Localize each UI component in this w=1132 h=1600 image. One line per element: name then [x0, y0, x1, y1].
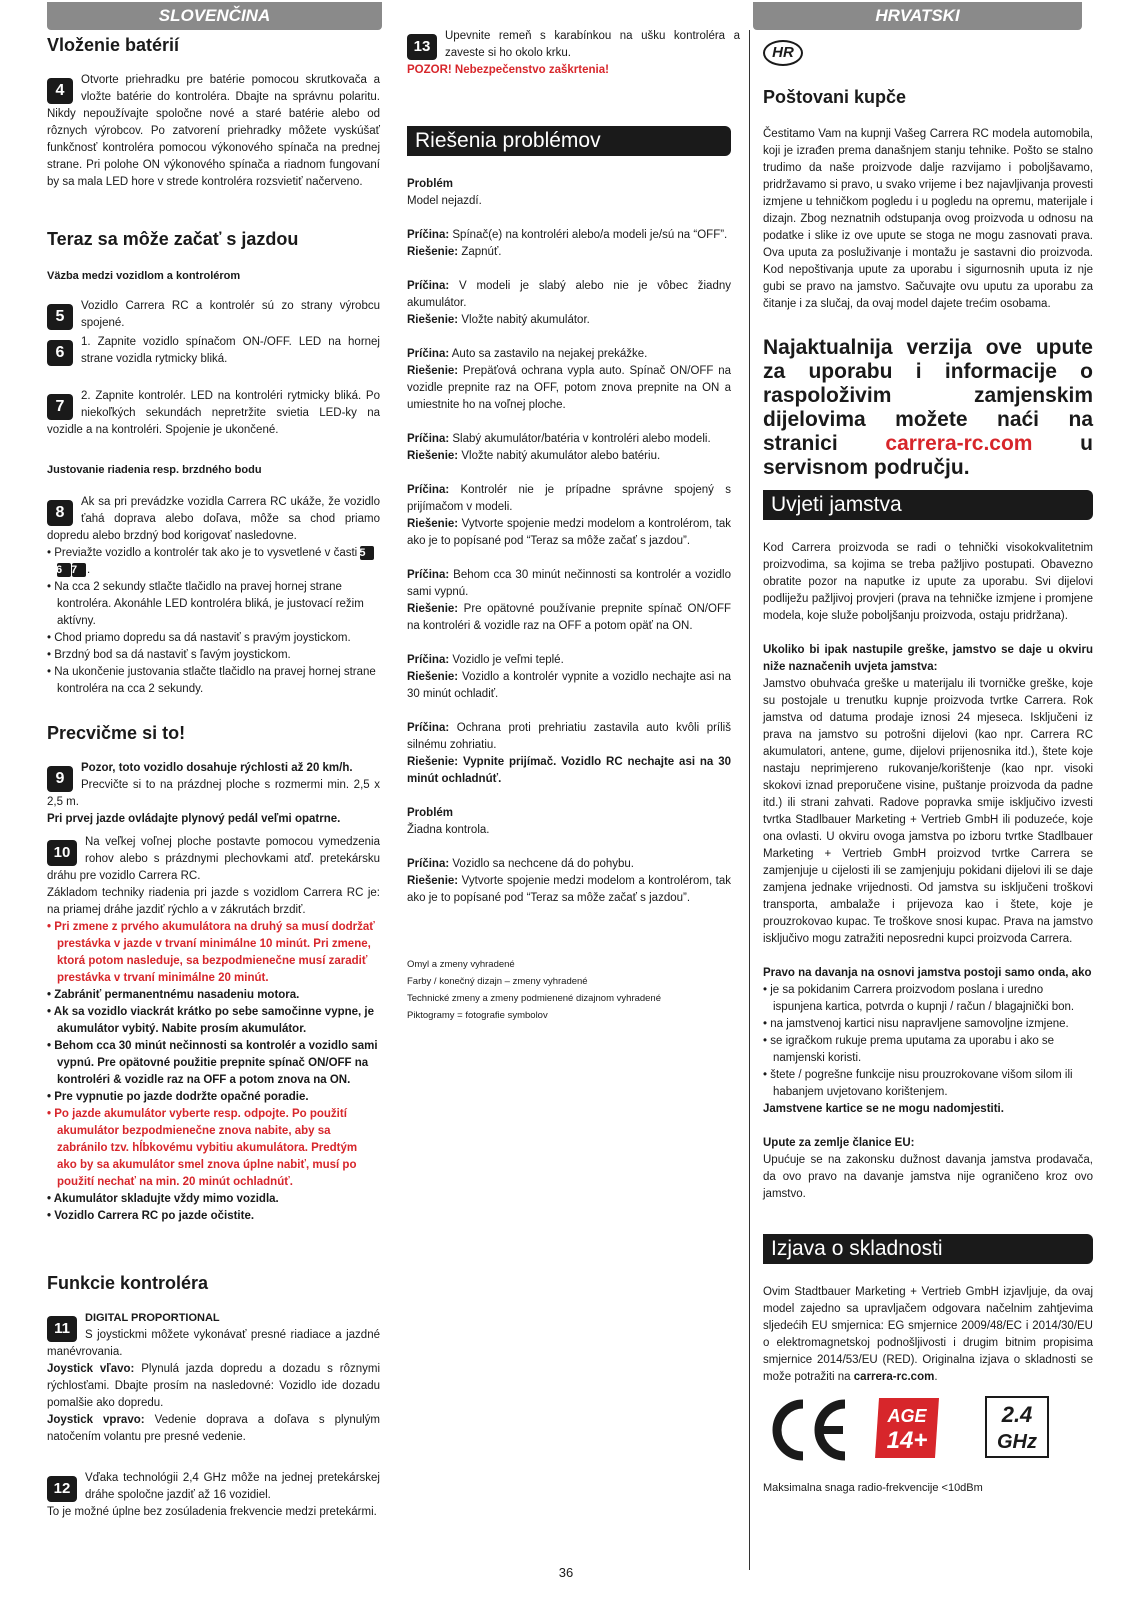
latest-version-text: Najaktualnija verzija ove upute za uporabu i informacije o raspoloživim zamjenskim dijelovima možete naći na stranici [763, 336, 1093, 455]
age-14-icon [875, 1398, 939, 1458]
latest-version-notice [763, 336, 1093, 480]
step-number-6: 6 [47, 340, 73, 366]
step-9 [47, 760, 380, 828]
joystick-left-label: Joystick vľavo: [47, 1363, 135, 1375]
problem-label: Problém [407, 178, 454, 190]
ghz-unit: GHz [997, 1431, 1037, 1453]
controller-functions-title: Funkcie kontroléra [47, 1273, 209, 1293]
list-item: • Ak sa vozidlo viackrát krátko po sebe samočinne vypne, je akumulátor vybitý. Nabite prosím akumulátor. [47, 1004, 380, 1038]
solution-label: Riešenie: [407, 450, 459, 462]
page-number: 36 [558, 1565, 574, 1580]
cause-row [407, 227, 731, 244]
footnote: Piktogramy = fotografie symbolov [407, 1010, 548, 1021]
cause-label: Príčina: [407, 722, 450, 734]
strangulation-warning: POZOR! Nebezpečenstvo zaškrtenia! [407, 64, 609, 76]
solution-text: Vytvorte spojenie medzi modelom a kontrolérom, tak ako je to popísané pod “Teraz sa môže začať s jazdou”. [407, 518, 732, 547]
cause-text: Spínač(e) na kontroléri alebo/a modeli je/sú na “OFF”. [452, 229, 728, 241]
step-7-text: 2. Zapnite kontrolér. LED na kontroléri rytmicky bliká. Po niekoľkých sekundách nepretržite svietia LED-ky na vozidle a na kontroléri. Spojenie je ukončené. [47, 390, 380, 436]
solution-row [407, 244, 731, 261]
solution-text: Pre opätovné používanie prepnite spínač ON/OFF na kontroléri & vozidle raz na OFF a potom opäť na ON. [407, 603, 731, 632]
solution-row [407, 669, 731, 703]
problem-label: Problém [407, 807, 454, 819]
solution-label: Riešenie: [407, 875, 459, 887]
dear-customer-title: Poštovani kupče [763, 87, 907, 107]
solution-row [407, 516, 731, 550]
cause-label: Príčina: [407, 280, 450, 292]
conformity-bar: Izjava o skladnosti [763, 1234, 1093, 1264]
warranty-conditions-text: Jamstvo obuhvaća greške u materijalu ili tvorničke greške, koje su postojale u trenutku kupnje proizvoda tvrtke Carrera. Rok jamstva od datuma prodaje iznosi 24 mjeseca. Isključeni iz prava na jamstvo su potrošni dijelovi (kao npr. Carrera RC akumulatori, antene, gume, dijelovi prijenosnika itd.), štete koje nastaju neprimjereno rukovanje/korištenje (kao npr. visoki skokovi iznad preporučene visine, puštanje proizvoda da padne itd.) ili strani zahvati. Radove popravka smije isključivo izvesti tvrtka Stadlbauer Marketing + Vertrieb GmbH ili poduzeće, koje ona ovlasti. U okviru ovoga jamstva po izboru tvrtke Stadlbauer Marketing + Vertrieb GmbH proizvod tvrtke Carrera se zamjenjuje u cijelosti ili se zamjenjuju pokidani dijelovi ili se daje zamjena jednake vrijednosti. Od jamstva su isključeni troškovi transporta, ambalaže i prijevoza kao i štete, koje je prouzrokovao kupac. Te troškove snosi kupac. Prava na jamstvo isključivo mogu zatražiti neposredni kupci proizvoda Carrera. [763, 678, 1093, 945]
cause-row [407, 720, 731, 754]
step-12-text: Vďaka technológii 2,4 GHz môže na jednej pretekárskej dráhe spoločne jazdiť až 16 vozidiel. [85, 1472, 380, 1501]
step-8-bullet-text: Previažte vozidlo a kontrolér tak ako je to vysvetlené v časti [54, 547, 358, 559]
digital-proportional-heading: DIGITAL PROPORTIONAL [85, 1312, 220, 1324]
solution-row [407, 873, 731, 907]
cause-row [407, 567, 731, 601]
solution-text: Vložte nabitý akumulátor. [461, 314, 590, 326]
solution-row [407, 601, 731, 635]
conformity-text-end: . [934, 1371, 938, 1383]
warranty-card-note: Jamstvene kartice se ne mogu nadomjestiti. [763, 1103, 1004, 1115]
list-item: • Po jazde akumulátor vyberte resp. odpojte. Po použití akumulátor bezpodmienečne znova nabite, aby sa zabránilo tzv. hĺbkovému vybitiu akumulátora. Predtým ako by sa akumulátor smel znova úplne nabiť, musí po použití nechať na min. 20 minút ochladnúť. [47, 1106, 380, 1191]
ce-mark-icon [763, 1394, 855, 1466]
warranty-intro: Kod Carrera proizvoda se radi o tehnički visokokvalitetnim proizvodima, sa kojima se treba pažljivo postupati. Obavezno obratite pozor na naputke iz upute za uporabu. Svi dijelovi podliježu pažljivoj provjeri (prava na tehničke izmjene i promjene modela, koje služe poboljšanju proizvoda, ostaju pridržana). [763, 542, 1093, 622]
footnote: Omyl a zmeny vyhradené [407, 959, 515, 970]
radio-power-note: Maksimalna snaga radio-frekvencije <10dBm [763, 1482, 983, 1494]
age-label: AGE [887, 1406, 927, 1426]
step-6-text: 1. Zapnite vozidlo spínačom ON-/OFF. LED na hornej strane vozidla rytmicky bliká. [81, 336, 380, 365]
cause-label: Príčina: [407, 484, 450, 496]
step-number-11: 11 [47, 1316, 77, 1342]
step-number-8: 8 [47, 500, 73, 526]
step-number-12: 12 [47, 1476, 77, 1502]
solution-text: Zapnúť. [461, 246, 502, 258]
solution-row [407, 312, 731, 329]
battery-step [47, 72, 380, 191]
cause-text: Behom cca 30 minút nečinnosti sa kontrolér a vozidlo sami vypnú. [407, 569, 731, 598]
step-12 [47, 1470, 380, 1521]
solution-text: Prepäťová ochrana vypla auto. Spínač ON/OFF na vozidle prepnite raz na OFF, potom znova prepnite na ON a umiestnite ho na voľnej ploche. [407, 365, 731, 411]
footnotes [407, 956, 731, 1024]
solution-row [407, 363, 731, 414]
cause-text: Kontrolér nie je prípadne správne spojený s prijímačom v modeli. [407, 484, 731, 513]
cause-label: Príčina: [407, 569, 450, 581]
start-driving-title: Teraz sa môže začať s jazdou [47, 229, 299, 249]
cause-label: Príčina: [407, 348, 450, 360]
eu-text: Upućuje se na zakonsku dužnost davanja jamstva prodavača, da ovo pravo na davanje jamstva nije ograničeno kroz ovo jamstvo. [763, 1154, 1093, 1200]
step-5-text: Vozidlo Carrera RC a kontrolér sú zo strany výrobcu spojené. [81, 300, 380, 329]
solution-label: Riešenie: [407, 314, 459, 326]
step-7 [47, 388, 380, 439]
hr-badge: HR [763, 40, 803, 66]
cause-text: Auto sa zastavilo na nejakej prekážke. [451, 348, 648, 360]
step-pill-7: 7 [72, 563, 86, 577]
cause-label: Príčina: [407, 654, 450, 666]
step-11-text: S joystickmi môžete vykonávať presné riadiace a jazdné manévrovania. [47, 1329, 380, 1358]
warranty-bar: Uvjeti jamstva [763, 490, 1093, 520]
list-item: • Vozidlo Carrera RC po jazde očistite. [47, 1208, 380, 1225]
footnote: Farby / konečný dizajn – zmeny vyhradené [407, 976, 588, 987]
step-5 [47, 298, 380, 332]
cause-row [407, 346, 731, 363]
solution-text: Vložte nabitý akumulátor alebo batériu. [461, 450, 661, 462]
list-item: • Brzdný bod sa dá nastaviť s ľavým joystickom. [47, 647, 380, 664]
ghz-value: 2.4 [1001, 1402, 1033, 1427]
battery-title: Vloženie batérií [47, 35, 180, 55]
list-item: • Zabrániť permanentnému nasadeniu motora. [47, 987, 380, 1004]
practice-title: Precvičme si to! [47, 723, 186, 743]
solution-text: Vypnite prijímač. Vozidlo RC nechajte asi na 30 minút ochladnúť. [407, 756, 731, 785]
solution-label: Riešenie: [407, 518, 459, 530]
list-item: • Pre vypnutie po jazde dodržte opačné poradie. [47, 1089, 380, 1106]
step-12-text-2: To je možné úplne bez zosúladenia frekvencie medzi pretekármi. [47, 1506, 377, 1518]
conformity-text: Ovim Stadtbauer Marketing + Vertrieb GmbH izjavljuje, da ovaj model zajedno sa upravljačem odgovara načelnim zahtjevima sljedećih EU smjernica: EG smjernice 2009/48/EC i 2014/30/EU o elektromagnetskoj podnošljivosti i drugim bitnim propisima smjernice 2014/53/EU (RED). Originalna izjava o skladnosti se može potražiti na [763, 1286, 1093, 1383]
warranty-claim-heading: Pravo na davanja na osnovi jamstva postoji samo onda, ako [763, 967, 1092, 979]
solution-row [407, 754, 731, 788]
language-header-slovak: SLOVENČINA [47, 2, 382, 30]
cause-row [407, 856, 731, 873]
solution-label: Riešenie: [407, 603, 459, 615]
step-10-text: Na veľkej voľnej ploche postavte pomocou vymedzenia rohov alebo s prázdnymi plechovkami atď. pretekársku dráhu pre vozidlo Carrera RC. [47, 836, 380, 882]
solution-row [407, 448, 731, 465]
list-item: • Na cca 2 sekundy stlačte tlačidlo na pravej hornej strane kontroléra. Akonáhle LED kontroléra bliká, je justovací režim aktívny. [47, 579, 380, 630]
step-pill-6: 6 [57, 563, 71, 577]
warranty-section [763, 540, 1093, 1203]
step-10 [47, 834, 380, 1225]
cause-text: Ochrana proti prehriatiu zastavila auto kvôli príliš silnému zohriatiu. [407, 722, 731, 751]
latest-version-text-end: u servisnom području. [763, 432, 1093, 479]
solution-label: Riešenie: [407, 246, 459, 258]
list-item: • je sa pokidanim Carrera proizvodom poslana i uredno ispunjena kartica, potvrda o kupnji / račun / blagajnički bon. [763, 982, 1093, 1016]
solution-label: Riešenie: [407, 756, 459, 768]
troubleshooting-bar: Riešenia problémov [407, 126, 731, 156]
cause-row [407, 431, 731, 448]
step-number-7: 7 [47, 394, 73, 420]
cause-row [407, 482, 731, 516]
intro-section [763, 126, 1093, 313]
eu-heading: Upute za zemlje članice EU: [763, 1137, 915, 1149]
solution-text: Vozidlo a kontrolér vypnite a vozidlo nechajte asi na 30 minút ochladiť. [407, 671, 731, 700]
joystick-right-label: Joystick vpravo: [47, 1414, 145, 1426]
list-item: • na jamstvenoj kartici nisu napravljene samovoljne izmjene. [763, 1016, 1093, 1033]
steering-adjust-subtitle: Justovanie riadenia resp. brzdného bodu [47, 464, 262, 476]
step-number-5: 5 [47, 304, 73, 330]
step-13-text: Upevnite remeň s karabínkou na ušku kontroléra a zaveste si ho okolo krku. [445, 30, 740, 59]
list-item: • Previažte vozidlo a kontrolér tak ako je to vysvetlené v časti 56 7 . [47, 545, 380, 579]
step-number-13: 13 [407, 34, 437, 60]
warranty-conditions-heading: Ukoliko bi ipak nastupile greške, jamstvo se daje u okviru niže naznačenih uvjeta jamstva: [763, 644, 1093, 673]
language-header-croatian: HRVATSKI [753, 2, 1082, 30]
step-number-4: 4 [47, 78, 73, 104]
cause-label: Príčina: [407, 433, 450, 445]
cause-text: Vozidlo je veľmi teplé. [452, 654, 564, 666]
step-8 [47, 494, 380, 698]
step-number-10: 10 [47, 840, 77, 866]
troubleshooting-list [407, 176, 731, 907]
step-8-text: Ak sa pri prevádzke vozidla Carrera RC ukáže, že vozidlo ťahá doprava alebo doľava, môže sa chod priamo dopredu alebo brzdný bod korigovať nasledovne. [47, 496, 380, 542]
step-pill-5: 5 [360, 546, 374, 560]
step-11 [47, 1310, 380, 1446]
conformity-link[interactable]: carrera-rc.com [853, 1371, 935, 1383]
solution-label: Riešenie: [407, 365, 459, 377]
throttle-warning: Pri prvej jazde ovládajte plynový pedál veľmi opatrne. [47, 813, 341, 825]
speed-warning: Pozor, toto vozidlo dosahuje rýchlosti až 20 km/h. [81, 762, 353, 774]
problem-2-text: Žiadna kontrola. [407, 824, 490, 836]
cause-label: Príčina: [407, 229, 450, 241]
binding-subtitle: Väzba medzi vozidlom a kontrolérom [47, 270, 241, 282]
step-number-9: 9 [47, 766, 73, 792]
list-item: • se igračkom rukuje prema uputama za uporabu i ako se namjenski koristi. [763, 1033, 1093, 1067]
list-item: • Behom cca 30 minút nečinnosti sa kontrolér a vozidlo sami vypnú. Pre opätovné použitie prepnite spínač ON/OFF na kontroléri & vozidle raz na OFF a potom znova na ON. [47, 1038, 380, 1089]
step-10-text-2: Základom techniky riadenia pri jazde s vozidlom Carrera RC je: na priamej dráhe jazdiť rýchlo a v zákrutách brzdiť. [47, 887, 380, 916]
battery-text: Otvorte priehradku pre batérie pomocou skrutkovača a vložte batérie do kontroléra. Dbajte na správnu polaritu. Nikdy nepoužívajte spoločne nové a staré batérie alebo od rôznych výrobcov. Po zatvorení priehradky môžete vyskúšať funkčnosť kontroléra pomocou výkonového spínača na prednej strane. Pri polohe ON výkonového spínača a riadnom fungovaní by sa mala LED hore v strede kontroléra rozsvietiť načerveno. [47, 74, 380, 188]
footnote: Technické zmeny a zmeny podmienené dizajnom vyhradené [407, 993, 661, 1004]
column-divider [749, 30, 750, 1570]
conformity-section [763, 1284, 1093, 1386]
list-item: • Na ukončenie justovania stlačte tlačidlo na pravej hornej strane kontroléra na cca 2 sekundy. [47, 664, 380, 698]
solution-text: Vytvorte spojenie medzi modelom a kontrolérom, tak ako je to popísané pod “Teraz sa môže začať s jazdou”. [407, 875, 732, 904]
intro-text: Čestitamo Vam na kupnji Vašeg Carrera RC modela automobila, koji je izrađen prema današnjem stanju tehnike. Pošto se stalno trudimo da naše proizvode dalje razvijamo i poboljšavamo, pridržavamo si pravo, u svako vrijeme i bez najavljivanja provesti izmjene u tehničkom pogledu i u pogledu na opremu, materijale i dizajn. Zbog neznatnih odstupanja ovog proizvoda u odnosu na podatke i slike iz ove upute se stoga ne mogu zasnovati prava. Ova uputa za posluživanje i montažu je sastavni dio proizvoda. Kod nepoštivanja upute za uporabu i sigurnosnih uputa iz nje gubi se pravo na jamstvo. Sačuvajte ovu uputu za uporabu za čitanje i za slučaj, da ovaj model dajete trećim osobama. [763, 128, 1093, 310]
cause-row [407, 278, 731, 312]
list-item: • Pri zmene z prvého akumulátora na druhý sa musí dodržať prestávka v jazde v trvaní minimálne 10 minút. Pri zmene, ktorá potom nasleduje, sa bezpodmienečne musí zaradiť prestávka v trvaní minimálne 20 minút. [47, 919, 380, 987]
list-item: • Akumulátor skladujte vždy mimo vozidla. [47, 1191, 380, 1208]
list-item: • štete / pogrešne funkcije nisu prouzrokovane višom silom ili habanjem uvjetovano korištenjem. [763, 1067, 1093, 1101]
cause-text: V modeli je slabý alebo nie je vôbec žiadny akumulátor. [407, 280, 731, 309]
step-9-text: Precvičte si to na prázdnej ploche s rozmermi min. 2,5 x 2,5 m. [47, 779, 380, 808]
cause-row [407, 652, 731, 669]
step-6 [47, 334, 380, 368]
cause-text: Slabý akumulátor/batéria v kontroléri alebo modeli. [452, 433, 711, 445]
joystick-right-text: Vedenie doprava a doľava s plynulým natočením volantu pre presné vedenie. [47, 1414, 381, 1443]
frequency-2-4ghz-icon [985, 1396, 1049, 1458]
problem-1-text: Model nejazdí. [407, 195, 482, 207]
cause-label: Príčina: [407, 858, 450, 870]
solution-label: Riešenie: [407, 671, 459, 683]
step-13 [407, 28, 740, 79]
age-value: 14+ [886, 1427, 928, 1454]
joystick-left-text: Plynulá jazda dopredu a dozadu s rôznymi rýchlosťami. Dbajte prosím na nasledovné: Vozidlo ide dozadu pomalšie ako dopredu. [47, 1363, 380, 1409]
cause-text: Vozidlo sa nechcene dá do pohybu. [452, 858, 634, 870]
carrera-link[interactable]: carrera-rc.com [885, 432, 1033, 455]
list-item: • Chod priamo dopredu sa dá nastaviť s pravým joystickom. [47, 630, 380, 647]
